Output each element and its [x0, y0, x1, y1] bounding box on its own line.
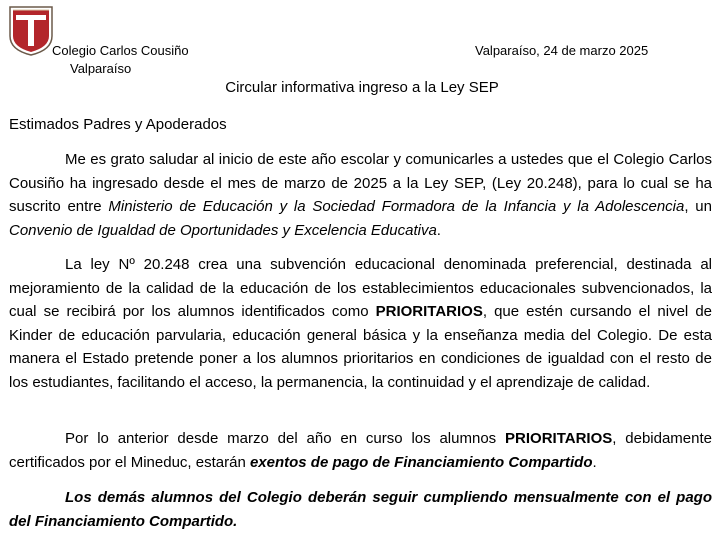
school-name: Colegio Carlos Cousiño [52, 43, 189, 58]
bold-text: PRIORITARIOS [375, 303, 483, 321]
school-city: Valparaíso [70, 61, 132, 76]
paragraph-law [9, 253, 712, 395]
paragraph-intro [9, 148, 712, 242]
paragraph-text: . [436, 221, 441, 239]
letter-date: Valparaíso, 24 de marzo 2025 [475, 43, 649, 58]
paragraph-text: , un [684, 198, 712, 216]
paragraph-text: Por lo anterior desde marzo del año en curso los alumnos [65, 430, 506, 447]
bold-italic-text: exentos de pago de Financiamiento Compartido [249, 453, 593, 471]
greeting: Estimados Padres y Apoderados [9, 116, 227, 133]
bold-text: PRIORITARIOS [505, 430, 613, 447]
paragraph-remaining-students: Los demás alumnos del Colegio deberán seguir cumpliendo mensualmente con el pago del Financiamiento Compartido. [9, 489, 712, 530]
paragraph-text: , que estén cursando el nivel de Kinder de educación parvularia, educación general básica y la enseñanza media del Colegio. De esta manera el Estado pretende poner a los alumnos prioritarios en condiciones de igualdad con el resto de los estudiantes, facilitando el acceso, la permanencia, la continuidad y el aprendizaje de calidad. [9, 303, 713, 391]
paragraph-exemption [9, 427, 712, 474]
italic-text: Convenio de Igualdad de Oportunidades y Excelencia Educativa [9, 221, 437, 239]
paragraph-text: Me es grato saludar al inicio de este año escolar y comunicarles a ustedes que el Colegio Carlos Cousiño ha ingresado desde el mes de marzo de 2025 a la Ley SEP, (Ley 20.248), para lo cual se ha suscrito entre [9, 151, 712, 216]
school-crest-icon [8, 6, 54, 56]
paragraph-text: , debidamente certificados por el Mineduc, estarán [9, 430, 712, 471]
circular-title: Circular informativa ingreso a la Ley SEP [225, 79, 499, 96]
paragraph-text: La ley Nº 20.248 crea una subvención educacional denominada preferencial, destinada al mejoramiento de la calidad de la educación de los establecimientos educacionales subvencionados, la cual se recibirá por los alumnos identificados como [9, 256, 712, 321]
italic-text: Ministerio de Educación y la Sociedad Formadora de la Infancia y la Adolescencia [108, 198, 685, 216]
paragraph-text: . [592, 453, 597, 471]
